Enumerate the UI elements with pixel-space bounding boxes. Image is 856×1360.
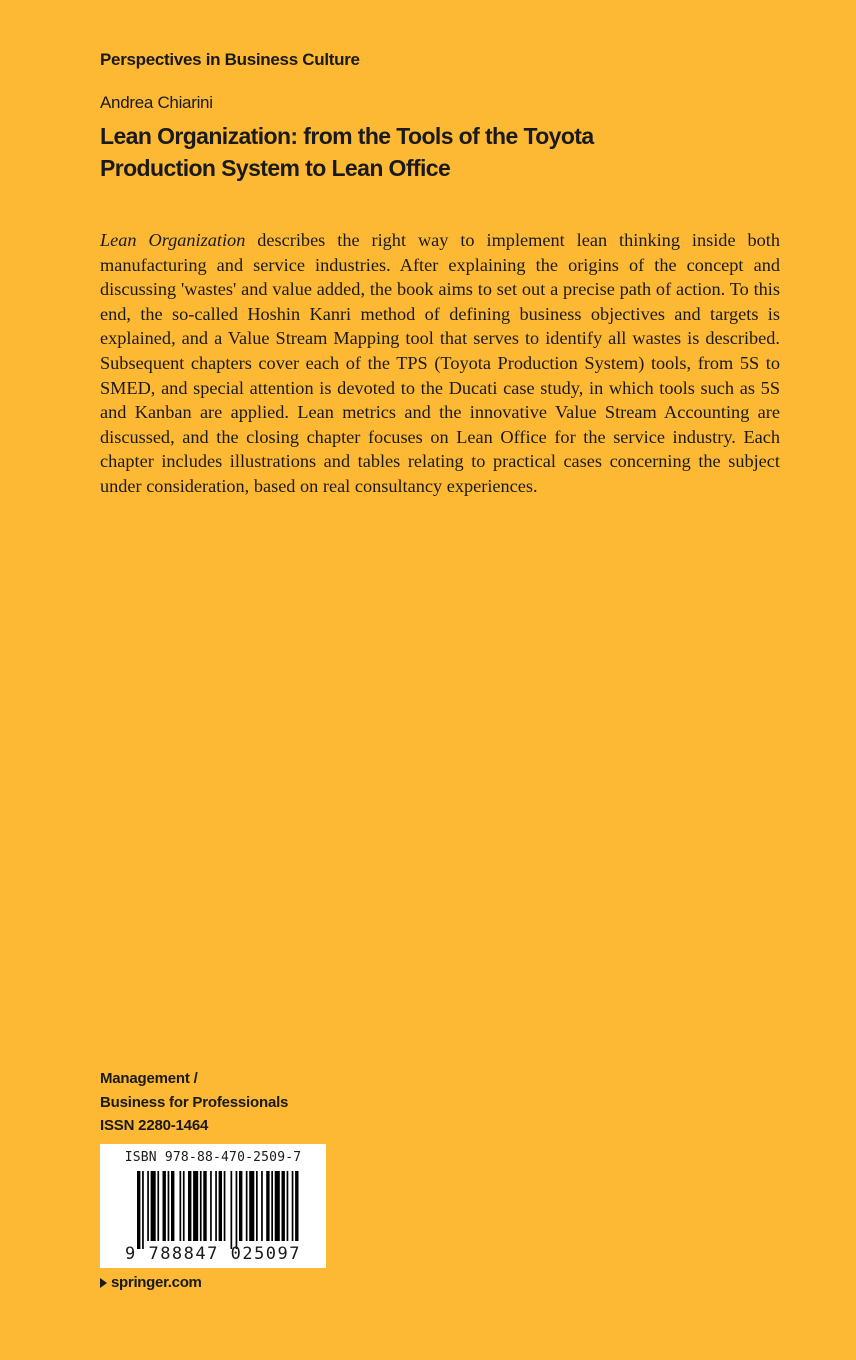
barcode-panel <box>100 1144 326 1268</box>
barcode-bar <box>188 1171 191 1241</box>
barcode-bar <box>219 1171 222 1241</box>
barcode-bar <box>231 1171 233 1249</box>
barcode-bar <box>193 1171 198 1241</box>
author-name: Andrea Chiarini <box>100 93 213 112</box>
barcode-bar <box>239 1171 242 1241</box>
barcode-bar <box>203 1171 206 1241</box>
book-title-line2: Production System to Lean Office <box>100 155 451 181</box>
barcode-bar <box>147 1171 149 1241</box>
issn-number: ISSN 2280-1464 <box>100 1117 209 1134</box>
publisher-link[interactable] <box>100 1274 202 1291</box>
barcode-bar <box>246 1171 248 1241</box>
subject-category: Management / <box>100 1070 198 1087</box>
book-title-line1: Lean Organization: from the Tools of the Toyota <box>100 123 594 149</box>
barcode-bar <box>163 1171 166 1241</box>
barcode-bar <box>256 1171 258 1241</box>
barcode-bar <box>171 1171 174 1241</box>
description-book-name: Lean Organization <box>100 230 246 250</box>
barcode-bar <box>282 1171 285 1241</box>
subject-subcategory: Business for Professionals <box>100 1094 289 1111</box>
barcode-bar <box>157 1171 159 1241</box>
barcode-bar <box>236 1171 238 1249</box>
barcode-bar <box>168 1171 170 1241</box>
barcode-bar <box>295 1171 298 1241</box>
barcode-bar <box>180 1171 182 1241</box>
barcode-bar <box>266 1171 269 1241</box>
barcode-bar <box>210 1171 212 1241</box>
barcode-bar <box>183 1171 185 1241</box>
barcode-bar <box>275 1171 280 1241</box>
book-description <box>100 228 780 499</box>
barcode-bar <box>142 1171 144 1249</box>
series-title: Perspectives in Business Culture <box>100 50 360 69</box>
barcode-bar <box>287 1171 289 1241</box>
barcode-bar <box>215 1171 217 1241</box>
barcode-bar <box>261 1171 263 1241</box>
book-title <box>100 120 700 184</box>
barcode-bar <box>151 1171 156 1241</box>
ean-digits: 9 788847 025097 <box>124 1244 302 1264</box>
barcode-bar <box>249 1171 254 1241</box>
isbn-label: ISBN 978-88-470-2509-7 <box>124 1150 302 1165</box>
publisher-url: springer.com <box>111 1274 202 1291</box>
barcode-bar <box>292 1171 294 1241</box>
barcode-bar <box>200 1171 202 1241</box>
barcode-bar <box>224 1171 226 1241</box>
barcode-bar <box>271 1171 273 1241</box>
barcode-bar <box>137 1171 140 1249</box>
arrow-right-icon <box>100 1278 107 1288</box>
description-text: describes the right way to implement lean thinking inside both manufacturing and service industries. After explaining the origins of the concept and discussing 'wastes' and value added, the book aims to set out a precise path of action. To this end, the so-called Hoshin Kanri method of defining business objectives and targets is explained, and a Value Stream Mapping tool that serves to identify all wastes is described. Subsequent chapters cover each of the TPS (Toyota Production System) tools, from 5S to SMED, and special attention is devoted to the Ducati case study, in which tools such as 5S and Kanban are applied. Lean metrics and the innovative Value Stream Accounting are discussed, and the closing chapter focuses on Lean Office for the service industry. Each chapter includes illustrations and tables relating to practical cases concerning the subject under consideration, based on real consultancy experiences. <box>100 230 780 496</box>
